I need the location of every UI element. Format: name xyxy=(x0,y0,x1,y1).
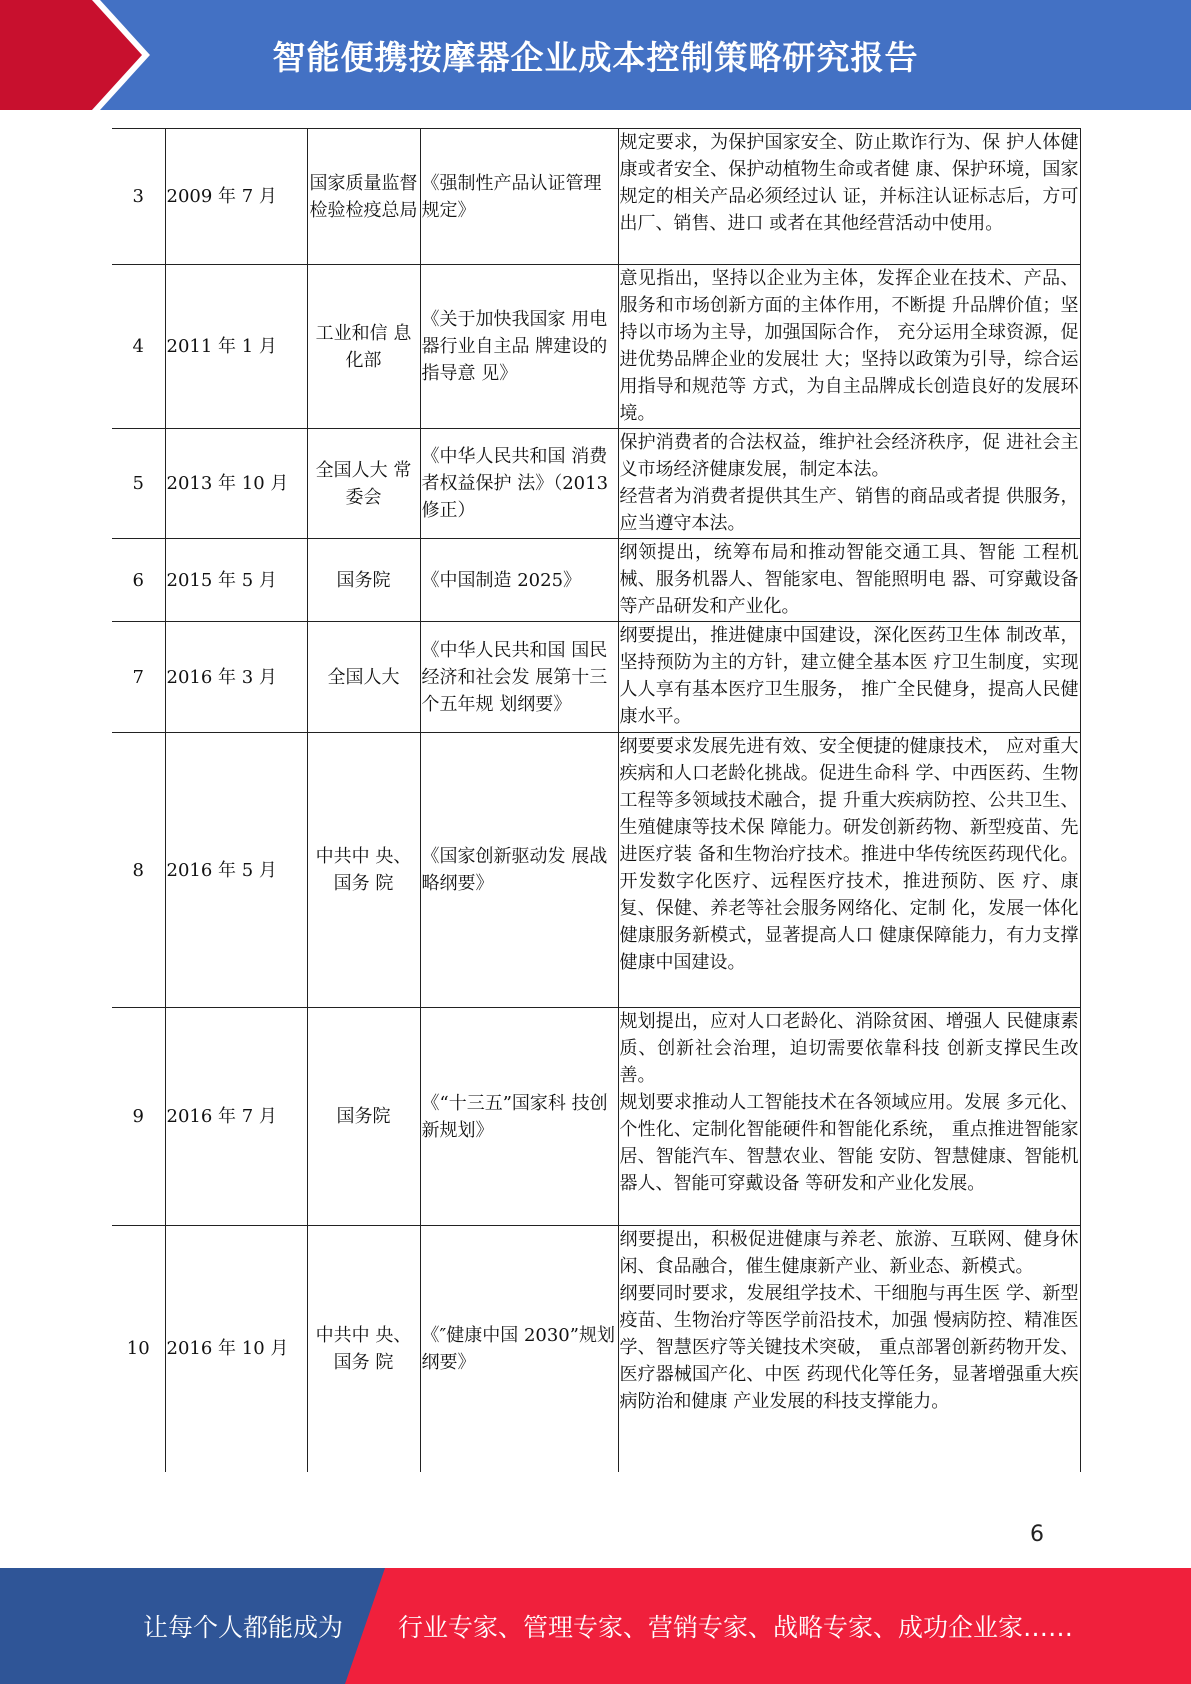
row-document-cell: 《中华人民共和国 消费者权益保护 法》（2013 修正） xyxy=(420,429,618,539)
table-row xyxy=(112,429,1080,539)
table-row xyxy=(112,265,1080,429)
header-red-chevron xyxy=(0,0,150,110)
content-paragraph: 规划提出，应对人口老龄化、消除贫困、增强人 民健康素质、创新社会治理，迫切需要依靠科技 创新支撑民生改善。 xyxy=(619,1011,1079,1086)
content-paragraph: 意见指出，坚持以企业为主体，发挥企业在技术、产品、服务和市场创新方面的主体作用，不断提 升品牌价值；坚持以市场为主导，加强国际合作， 充分运用全球资源，促进优势品牌企业的发展壮 大；坚持以政策为引导，综合运用指导和规范等 方式，为自主品牌成长创造良好的发展环境。 xyxy=(619,268,1079,424)
row-department-cell: 全国人大 常委会 xyxy=(307,429,420,539)
content-paragraph: 经营者为消费者提供其生产、销售的商品或者提 供服务，应当遵守本法。 xyxy=(619,486,1079,534)
row-department-cell: 中共中 央、国务 院 xyxy=(307,733,420,1008)
row-date-cell: 2016 年 7 月 xyxy=(165,1008,307,1226)
row-date-cell: 2009 年 7 月 xyxy=(165,129,307,265)
row-document-cell: 《“十三五”国家科 技创新规划》 xyxy=(420,1008,618,1226)
content-paragraph: 规划要求推动人工智能技术在各领域应用。发展 多元化、个性化、定制化智能硬件和智能化系统， 重点推进智能家居、智能汽车、智慧农业、智能 安防、智慧健康、智能机器人、智能可穿戴设备 等研发和产业化发展。 xyxy=(619,1092,1079,1194)
row-content-cell xyxy=(618,129,1080,265)
row-document-cell: 《中国制造 2025》 xyxy=(420,539,618,622)
content-paragraph: 保护消费者的合法权益，维护社会经济秩序，促 进社会主义市场经济健康发展，制定本法。 xyxy=(619,432,1079,480)
row-department-cell: 国家质量监督检验检疫总局 xyxy=(307,129,420,265)
row-content-cell xyxy=(618,429,1080,539)
content-paragraph: 规定要求，为保护国家安全、防止欺诈行为、保 护人体健康或者安全、保护动植物生命或者健 康、保护环境，国家规定的相关产品必须经过认 证，并标注认证标志后，方可出厂、销售、进口 或者在其他经营活动中使用。 xyxy=(619,132,1079,234)
content-paragraph: 纲领提出，统筹布局和推动智能交通工具、智能 工程机械、服务机器人、智能家电、智能照明电 器、可穿戴设备等产品研发和产业化。 xyxy=(619,542,1079,617)
row-number-cell: 10 xyxy=(112,1226,165,1472)
row-document-cell: 《中华人民共和国 国民经济和社会发 展第十三个五年规 划纲要》 xyxy=(420,622,618,733)
table-row xyxy=(112,622,1080,733)
row-content-cell xyxy=(618,1226,1080,1472)
row-document-cell: 《关于加快我国家 用电器行业自主品 牌建设的指导意 见》 xyxy=(420,265,618,429)
row-content-cell xyxy=(618,265,1080,429)
row-content-cell xyxy=(618,1008,1080,1226)
row-department-cell: 国务院 xyxy=(307,539,420,622)
table-row xyxy=(112,129,1080,265)
content-paragraph: 纲要提出，积极促进健康与养老、旅游、互联网、健身休闲、食品融合，催生健康新产业、新业态、新模式。 xyxy=(619,1229,1079,1277)
row-number-cell: 4 xyxy=(112,265,165,429)
content-paragraph: 纲要同时要求，发展组学技术、干细胞与再生医 学、新型疫苗、生物治疗等医学前沿技术，加强 慢病防控、精准医学、智慧医疗等关键技术突破， 重点部署创新药物开发、医疗器械国产化、中医 药现代化等任务，显著增强重大疾病防治和健康 产业发展的科技支撑能力。 xyxy=(619,1283,1079,1412)
row-number-cell: 8 xyxy=(112,733,165,1008)
row-number-cell: 7 xyxy=(112,622,165,733)
footer-slogan-left: 让每个人都能成为 xyxy=(143,1613,344,1642)
table-row xyxy=(112,1008,1080,1226)
page-footer xyxy=(0,1568,1191,1684)
table-row xyxy=(112,1226,1080,1472)
row-number-cell: 3 xyxy=(112,129,165,265)
row-date-cell: 2013 年 10 月 xyxy=(165,429,307,539)
report-title: 智能便携按摩器企业成本控制策略研究报告 xyxy=(272,37,919,77)
table-row xyxy=(112,539,1080,622)
page-number: 6 xyxy=(1030,1522,1044,1547)
page-header xyxy=(0,0,1191,110)
row-document-cell: 《″健康中国 2030”规划纲要》 xyxy=(420,1226,618,1472)
row-date-cell: 2011 年 1 月 xyxy=(165,265,307,429)
row-content-cell xyxy=(618,733,1080,1008)
row-content-cell xyxy=(618,539,1080,622)
row-number-cell: 9 xyxy=(112,1008,165,1226)
row-department-cell: 中共中 央、国务 院 xyxy=(307,1226,420,1472)
row-date-cell: 2016 年 3 月 xyxy=(165,622,307,733)
row-department-cell: 全国人大 xyxy=(307,622,420,733)
table-row xyxy=(112,733,1080,1008)
row-date-cell: 2016 年 5 月 xyxy=(165,733,307,1008)
content-paragraph: 纲要提出，推进健康中国建设，深化医药卫生体 制改革，坚持预防为主的方针，建立健全基本医 疗卫生制度，实现人人享有基本医疗卫生服务， 推广全民健身，提高人民健康水平。 xyxy=(619,625,1079,727)
content-paragraph: 纲要要求发展先进有效、安全便捷的健康技术， 应对重大疾病和人口老龄化挑战。促进生命科 学、中西医药、生物工程等多领域技术融合，提 升重大疾病防控、公共卫生、生殖健康等技术保 障能力。研发创新药物、新型疫苗、先进医疗装 备和生物治疗技术。推进中华传统医药现代化。 开发数字化医疗、远程医疗技术，推进预防、医 疗、康复、保健、养老等社会服务网络化、定制 化，发展一体化健康服务新模式，显著提高人口 健康保障能力，有力支撑健康中国建设。 xyxy=(619,736,1079,973)
row-number-cell: 6 xyxy=(112,539,165,622)
footer-slogan-right: 行业专家、管理专家、营销专家、战略专家、成功企业家…… xyxy=(398,1613,1074,1642)
row-date-cell: 2016 年 10 月 xyxy=(165,1226,307,1472)
row-number-cell: 5 xyxy=(112,429,165,539)
row-department-cell: 国务院 xyxy=(307,1008,420,1226)
row-department-cell: 工业和信 息化部 xyxy=(307,265,420,429)
row-content-cell xyxy=(618,622,1080,733)
row-document-cell: 《国家创新驱动发 展战略纲要》 xyxy=(420,733,618,1008)
row-date-cell: 2015 年 5 月 xyxy=(165,539,307,622)
policy-table xyxy=(112,128,1081,1472)
row-document-cell: 《强制性产品认证管理规定》 xyxy=(420,129,618,265)
